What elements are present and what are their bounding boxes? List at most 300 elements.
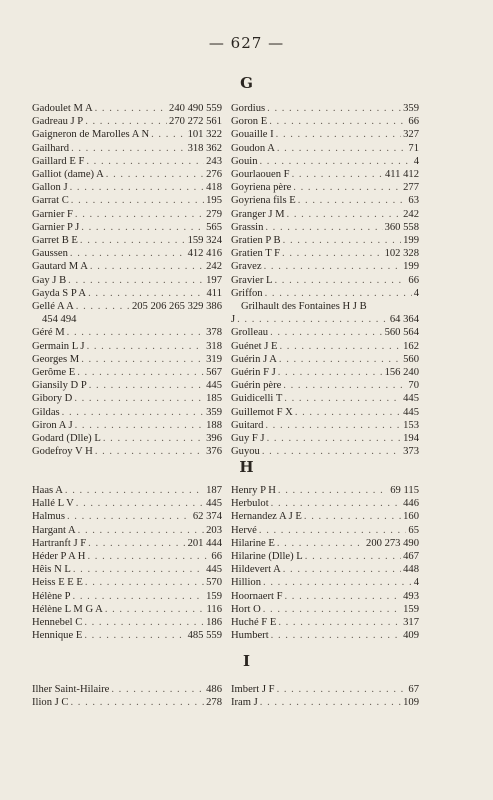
index-entry [231, 510, 419, 523]
index-entry [231, 484, 419, 497]
index-entry [32, 445, 222, 458]
index-entry [231, 326, 419, 339]
index-entry [32, 406, 222, 419]
leader-dots [81, 353, 204, 366]
entry-pages: 159 324 [187, 235, 222, 247]
entry-pages: 4 [413, 155, 419, 167]
entry-pages: 4 [413, 577, 419, 589]
index-entry [231, 524, 419, 537]
leader-dots [283, 379, 406, 392]
entry-name: Gadoulet M A [32, 103, 93, 114]
entry-name: Gravez [231, 261, 262, 273]
entry-name: Gailhard [32, 142, 70, 154]
entry-name: Halmus [32, 511, 65, 523]
entry-name: J [231, 314, 236, 326]
index-entry [32, 194, 222, 207]
leader-dots [71, 194, 204, 207]
index-entry [32, 181, 222, 194]
index-entry [32, 313, 222, 326]
entry-pages: 270 272 561 [169, 116, 222, 128]
index-entry [32, 419, 222, 432]
index-entry [231, 432, 419, 445]
index-entry [231, 168, 419, 181]
entry-name: Herbulot [231, 498, 269, 510]
entry-pages: 65 [408, 524, 419, 536]
entry-pages: 62 374 [192, 511, 222, 523]
leader-dots [260, 696, 401, 709]
entry-pages: 159 [403, 603, 419, 615]
entry-pages: 67 [408, 684, 419, 695]
leader-dots [111, 683, 204, 696]
entry-name: Gaigneron de Marolles A N [32, 129, 150, 141]
index-entry [32, 616, 222, 629]
entry-pages: 199 [403, 235, 419, 247]
index-entry [231, 537, 419, 550]
index-entry [32, 340, 222, 353]
entry-name: Gallon J [32, 182, 68, 194]
leader-dots [103, 432, 204, 445]
index-entry [231, 274, 419, 287]
entry-name: Giron A J [32, 419, 73, 431]
leader-dots [259, 155, 411, 168]
entry-pages: 317 [403, 617, 419, 629]
leader-dots [85, 576, 204, 589]
entry-name: Gaussen [32, 248, 68, 260]
leader-dots [284, 392, 401, 405]
leader-dots [151, 128, 185, 141]
entry-name: Grilhault des Fontaines H J B [241, 301, 367, 313]
leader-dots [287, 208, 402, 221]
index-entry [32, 102, 222, 115]
index-entry [231, 142, 419, 155]
leader-dots [75, 208, 204, 221]
index-entry [32, 379, 222, 392]
entry-pages: 243 [206, 155, 222, 167]
entry-name: Hartranft J F [32, 537, 87, 549]
index-entry [32, 524, 222, 537]
entry-name: Hallé L V [32, 498, 74, 510]
index-entry [32, 353, 222, 366]
entry-pages: 185 [206, 393, 222, 405]
entry-pages: 279 [206, 208, 222, 220]
entry-pages: 359 [403, 103, 419, 114]
entry-pages: 445 [403, 393, 419, 405]
leader-dots [295, 406, 401, 419]
leader-dots [277, 142, 407, 155]
index-entry [231, 616, 419, 629]
index-entry [32, 234, 222, 247]
entry-name: Garnier F [32, 208, 73, 220]
entry-name: Hoornaert F [231, 590, 283, 602]
entry-name: Hilarine E [231, 537, 275, 549]
entry-pages: 445 [206, 498, 222, 510]
leader-dots [84, 616, 204, 629]
leader-dots [292, 168, 383, 181]
entry-name: Giansily D P [32, 380, 87, 392]
leader-dots [283, 234, 401, 247]
leader-dots [284, 590, 401, 603]
page-number: — 627 — [208, 34, 285, 52]
entry-pages: 4 [413, 287, 419, 299]
entry-name: Granger J M [231, 208, 285, 220]
entry-pages: 360 558 [384, 221, 419, 233]
section-letter-h: H [239, 458, 254, 476]
index-column-h-left [32, 484, 222, 642]
entry-name: Géré M [32, 327, 65, 339]
index-entry [231, 208, 419, 221]
index-entry [32, 537, 222, 550]
index-entry [32, 260, 222, 273]
entry-pages: 412 416 [187, 248, 222, 260]
index-column-i-right [231, 683, 419, 709]
entry-pages: 373 [403, 446, 419, 458]
entry-name: Godefroy V H [32, 446, 93, 458]
leader-dots [265, 287, 412, 300]
leader-dots [71, 696, 205, 709]
entry-name: Gadreau J P [32, 116, 84, 128]
leader-dots [88, 537, 185, 550]
index-entry [32, 603, 222, 616]
index-entry [32, 563, 222, 576]
entry-pages: 242 [403, 208, 419, 220]
entry-pages: 396 [206, 433, 222, 445]
entry-name: Hennebel C [32, 617, 83, 629]
leader-dots [106, 168, 204, 181]
entry-name: Gratien P B [231, 235, 281, 247]
index-entry [32, 696, 222, 709]
entry-name: Grassin [231, 221, 264, 233]
entry-pages: 200 273 490 [366, 537, 419, 549]
entry-name: Georges M [32, 353, 80, 365]
entry-pages: 445 [206, 380, 222, 392]
index-entry [231, 115, 419, 128]
entry-name: Hêis N L [32, 564, 71, 576]
index-entry [32, 287, 222, 300]
entry-name: Germain L J [32, 340, 85, 352]
entry-name: Goyriena fils E [231, 195, 296, 207]
index-entry [231, 313, 419, 326]
entry-name: Ilion J C [32, 697, 69, 709]
entry-name: Hillion [231, 577, 262, 589]
entry-pages: 188 [206, 419, 222, 431]
entry-name: Henry P H [231, 485, 276, 496]
leader-dots [90, 260, 204, 273]
entry-pages: 448 [403, 564, 419, 576]
entry-name: Gourlaouen F [231, 169, 290, 181]
index-entry [32, 115, 222, 128]
leader-dots [88, 287, 204, 300]
entry-name: Guérin F J [231, 367, 276, 379]
leader-dots [70, 181, 205, 194]
index-entry [231, 563, 419, 576]
entry-name: Hargant A [32, 524, 76, 536]
index-entry [231, 629, 419, 642]
entry-pages: 418 [206, 182, 222, 194]
index-entry [231, 221, 419, 234]
index-entry [231, 590, 419, 603]
entry-name: Garnier P J [32, 221, 80, 233]
index-entry [231, 194, 419, 207]
leader-dots [237, 313, 388, 326]
leader-dots [262, 445, 401, 458]
index-entry [231, 419, 419, 432]
leader-dots [73, 563, 204, 576]
leader-dots [264, 260, 402, 273]
entry-name: Gravier L [231, 274, 273, 286]
index-entry [231, 366, 419, 379]
entry-name: Griffon [231, 287, 263, 299]
index-entry [32, 155, 222, 168]
leader-dots [78, 524, 204, 537]
entry-name: Goron E [231, 116, 268, 128]
leader-dots [95, 445, 204, 458]
entry-pages: 409 [403, 630, 419, 642]
entry-pages: 486 [206, 684, 222, 695]
entry-pages: 378 [206, 327, 222, 339]
entry-pages: 71 [408, 142, 419, 154]
leader-dots [269, 115, 406, 128]
leader-dots [77, 366, 204, 379]
entry-name: Guy F J [231, 433, 265, 445]
entry-pages: 565 [206, 221, 222, 233]
entry-name: Hélène L M G A [32, 603, 103, 615]
index-entry [32, 326, 222, 339]
leader-dots [68, 274, 204, 287]
index-entry [231, 379, 419, 392]
entry-name: Hernandez A J E [231, 511, 302, 523]
leader-dots [277, 537, 364, 550]
index-entry [32, 366, 222, 379]
entry-name: Guillemot F X [231, 406, 293, 418]
index-column-g-right [231, 102, 419, 458]
leader-dots [263, 576, 412, 589]
entry-pages: 186 [206, 617, 222, 629]
index-entry [231, 550, 419, 563]
entry-name: Gildas [32, 406, 60, 418]
entry-pages: 359 [206, 406, 222, 418]
entry-pages: 445 [206, 564, 222, 576]
entry-name: Gerôme E [32, 367, 76, 379]
leader-dots [65, 484, 204, 497]
leader-dots [259, 524, 407, 537]
entry-pages: 102 328 [384, 248, 419, 260]
leader-dots [267, 102, 401, 115]
entry-name: Gordius [231, 103, 266, 114]
leader-dots [76, 497, 204, 510]
leader-dots [85, 115, 167, 128]
index-entry [32, 221, 222, 234]
entry-pages: 376 [206, 446, 222, 458]
entry-name: Hervé [231, 524, 257, 536]
entry-name: Hélène P [32, 590, 71, 602]
index-entry [32, 128, 222, 141]
entry-name: Hennique E [32, 630, 83, 642]
leader-dots [279, 353, 401, 366]
entry-name: Gayda S P A [32, 287, 87, 299]
entry-pages: 467 [403, 551, 419, 563]
leader-dots [271, 497, 401, 510]
index-entry [32, 247, 222, 260]
leader-dots [95, 102, 167, 115]
entry-name: Guérin père [231, 380, 282, 392]
entry-pages: 493 [403, 590, 419, 602]
leader-dots [105, 603, 205, 616]
entry-pages: 567 [206, 367, 222, 379]
leader-dots [84, 629, 185, 642]
entry-name: Grolleau [231, 327, 269, 339]
index-entry [231, 683, 419, 696]
entry-pages: 201 444 [187, 537, 222, 549]
index-entry [32, 550, 222, 563]
entry-pages: 327 [403, 129, 419, 141]
entry-pages: 66 [211, 551, 222, 563]
leader-dots [75, 419, 204, 432]
entry-pages: 195 [206, 195, 222, 207]
leader-dots [277, 683, 407, 696]
entry-name: Hilarine (Dlle) L [231, 551, 303, 563]
entry-name: Guidicelli T [231, 393, 283, 405]
index-entry [231, 287, 419, 300]
index-entry [32, 629, 222, 642]
entry-pages: 101 322 [187, 129, 222, 141]
entry-pages: 242 [206, 261, 222, 273]
entry-name: Goudon A [231, 142, 275, 154]
entry-pages: 570 [206, 577, 222, 589]
entry-pages: 446 [403, 498, 419, 510]
leader-dots [80, 234, 186, 247]
entry-pages: 411 412 [384, 169, 419, 181]
entry-pages: 159 [206, 590, 222, 602]
section-letter-i: I [242, 652, 251, 670]
index-entry [231, 155, 419, 168]
entry-name: Goyriena père [231, 182, 292, 194]
entry-pages: 66 [408, 116, 419, 128]
entry-pages: 63 [408, 195, 419, 207]
leader-dots [276, 128, 401, 141]
index-entry [32, 274, 222, 287]
leader-dots [270, 326, 382, 339]
leader-dots [265, 221, 382, 234]
entry-pages: 70 [408, 380, 419, 392]
entry-pages: 187 [206, 485, 222, 496]
index-entry [231, 445, 419, 458]
entry-pages: 199 [403, 261, 419, 273]
leader-dots [274, 274, 406, 287]
index-entry [231, 497, 419, 510]
entry-pages: 560 [403, 353, 419, 365]
entry-name: Gautard M A [32, 261, 88, 273]
index-entry [32, 484, 222, 497]
entry-name: Garrat C [32, 195, 69, 207]
entry-pages: 560 564 [384, 327, 419, 339]
leader-dots [76, 300, 130, 313]
entry-name: Gay J B [32, 274, 67, 286]
leader-dots [74, 392, 204, 405]
entry-pages: 160 [403, 511, 419, 523]
entry-name: Guyou [231, 446, 260, 458]
index-entry [32, 497, 222, 510]
entry-name: Iram J [231, 697, 258, 709]
entry-pages: 156 240 [384, 367, 419, 379]
leader-dots [263, 603, 401, 616]
leader-dots [279, 340, 401, 353]
index-entry [231, 234, 419, 247]
leader-dots [67, 326, 204, 339]
index-entry [32, 510, 222, 523]
leader-dots [81, 221, 204, 234]
entry-name: Hildevert A [231, 564, 281, 576]
leader-dots [304, 510, 401, 523]
index-column-h-right [231, 484, 419, 642]
entry-pages: 278 [206, 697, 222, 709]
index-entry [32, 432, 222, 445]
leader-dots [71, 142, 185, 155]
entry-name: Gratien T F [231, 248, 281, 260]
index-column-g-left [32, 102, 222, 458]
entry-pages: 318 [206, 340, 222, 352]
entry-name: Godard (Dlle) L [32, 433, 101, 445]
index-entry [32, 142, 222, 155]
leader-dots [267, 432, 402, 445]
entry-pages: 277 [403, 182, 419, 194]
entry-pages: 69 115 [390, 485, 419, 496]
leader-dots [265, 419, 401, 432]
entry-pages: 66 [408, 274, 419, 286]
index-entry [231, 696, 419, 709]
index-entry [231, 300, 419, 313]
entry-pages: 153 [403, 419, 419, 431]
leader-dots [86, 155, 204, 168]
entry-name: Guénet J E [231, 340, 278, 352]
entry-name: Gellé A A [32, 301, 74, 313]
entry-name: Gouaille I [231, 129, 274, 141]
entry-pages: 240 490 559 [169, 103, 222, 114]
entry-name: Imbert J F [231, 684, 275, 695]
entry-name: Huché F E [231, 617, 277, 629]
entry-name: Gibory D [32, 393, 73, 405]
index-entry [32, 392, 222, 405]
index-entry [231, 102, 419, 115]
index-entry [32, 208, 222, 221]
index-entry [231, 353, 419, 366]
entry-name: Garret B E [32, 235, 78, 247]
entry-pages: 116 [206, 603, 222, 615]
index-entry [231, 128, 419, 141]
index-entry [32, 300, 222, 313]
leader-dots [293, 181, 401, 194]
leader-dots [70, 247, 186, 260]
entry-name: Heiss E E E [32, 577, 83, 589]
index-entry [231, 260, 419, 273]
entry-name: Hort O [231, 603, 261, 615]
leader-dots [278, 616, 401, 629]
index-entry [32, 168, 222, 181]
index-entry [231, 406, 419, 419]
leader-dots [62, 406, 204, 419]
index-entry [231, 340, 419, 353]
leader-dots [67, 510, 191, 523]
entry-pages: 485 559 [187, 630, 222, 642]
entry-name: Héder P A H [32, 551, 86, 563]
entry-pages: 197 [206, 274, 222, 286]
entry-name: Guérin J A [231, 353, 277, 365]
entry-pages: 319 [206, 353, 222, 365]
index-entry [231, 576, 419, 589]
index-entry [231, 603, 419, 616]
entry-name: 454 494 [42, 314, 77, 326]
leader-dots [73, 590, 205, 603]
entry-pages: 411 [206, 287, 222, 299]
